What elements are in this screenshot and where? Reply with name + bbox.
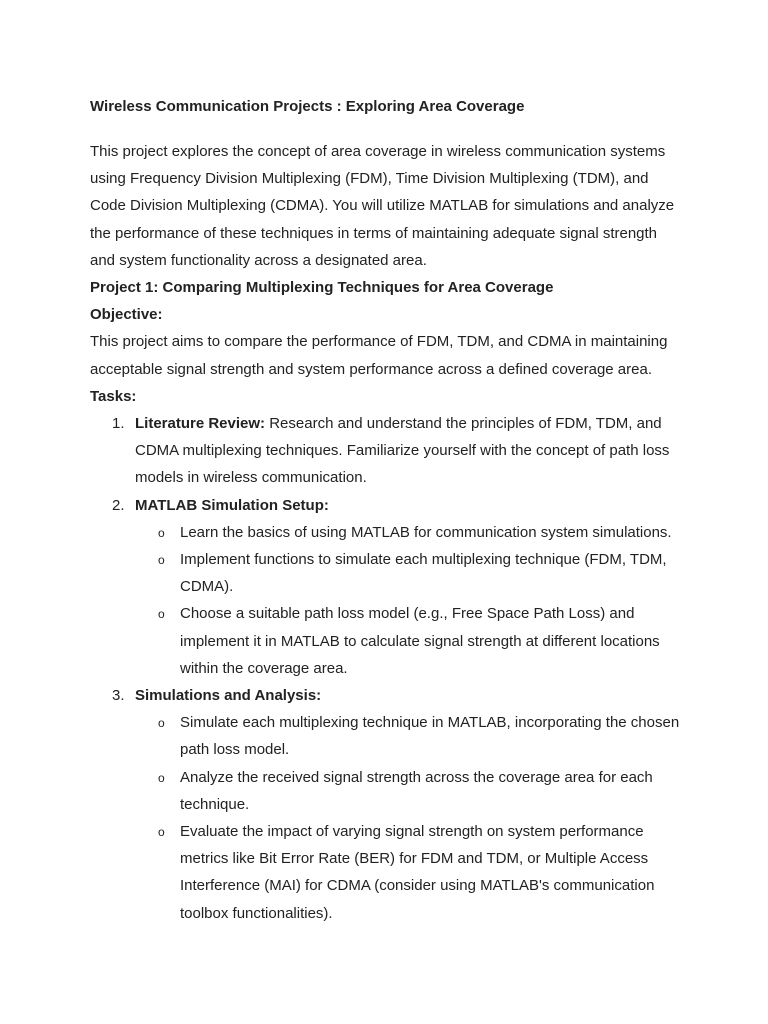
document-title: Wireless Communication Projects : Exploring Area Coverage xyxy=(90,98,525,115)
subtask-item xyxy=(135,546,680,600)
task-lead: Simulations and Analysis: xyxy=(135,687,322,705)
task-lead: MATLAB Simulation Setup: xyxy=(135,496,329,514)
task-item xyxy=(90,682,680,927)
subtask-text: Learn the basics of using MATLAB for communication system simulations. xyxy=(180,523,672,541)
document-page xyxy=(90,96,680,927)
task-number: 1. xyxy=(112,415,125,433)
subtask-item xyxy=(135,709,680,763)
subtask-text: Simulate each multiplexing technique in MATLAB, incorporating the chosen path loss model. xyxy=(180,714,680,759)
subtask-item xyxy=(135,519,680,546)
task-item xyxy=(90,492,680,682)
subtask-text: Analyze the received signal strength across the coverage area for each technique. xyxy=(180,768,653,813)
task-item xyxy=(90,410,680,492)
bullet-icon: o xyxy=(158,553,165,568)
tasks-label: Tasks: xyxy=(90,387,137,405)
task-number: 2. xyxy=(112,496,125,514)
bullet-icon: o xyxy=(158,825,165,840)
project1-heading: Project 1: Comparing Multiplexing Techniques for Area Coverage xyxy=(90,279,554,297)
bullet-icon: o xyxy=(158,770,165,785)
subtask-text: Implement functions to simulate each multiplexing technique (FDM, TDM, CDMA). xyxy=(180,551,667,596)
tasks-list xyxy=(90,410,680,927)
task-text: Research and understand the principles of FDM, TDM, and CDMA multiplexing techniques. Familiarize yourself with the concept of path loss models in wireless communication. xyxy=(135,415,670,487)
bullet-icon: o xyxy=(158,716,165,731)
task-number: 3. xyxy=(112,687,125,705)
subtask-list xyxy=(135,709,680,927)
subtask-text: Evaluate the impact of varying signal strength on system performance metrics like Bit Error Rate (BER) for FDM and TDM, or Multiple Access Interference (MAI) for CDMA (consider using MATLAB's communication toolbox functionalities). xyxy=(180,823,655,922)
subtask-item xyxy=(135,764,680,818)
bullet-icon: o xyxy=(158,525,165,540)
subtask-item xyxy=(135,818,680,927)
objective-paragraph: This project aims to compare the performance of FDM, TDM, and CDMA in maintaining acceptable signal strength and system performance across a defined coverage area. xyxy=(90,333,668,378)
bullet-icon: o xyxy=(158,607,165,622)
subtask-list xyxy=(135,519,680,682)
subtask-item xyxy=(135,600,680,682)
intro-paragraph: This project explores the concept of area coverage in wireless communication systems using Frequency Division Multiplexing (FDM), Time Division Multiplexing (TDM), and Code Division Multiplexing (CDMA). You will utilize MATLAB for simulations and analyze the performance of these techniques in terms of maintaining adequate signal strength and system functionality across a designated area. xyxy=(90,143,675,269)
objective-label: Objective: xyxy=(90,306,163,324)
subtask-text: Choose a suitable path loss model (e.g., Free Space Path Loss) and implement it in MATLAB to calculate signal strength at different locations within the coverage area. xyxy=(180,605,660,677)
task-lead: Literature Review: xyxy=(135,415,266,433)
